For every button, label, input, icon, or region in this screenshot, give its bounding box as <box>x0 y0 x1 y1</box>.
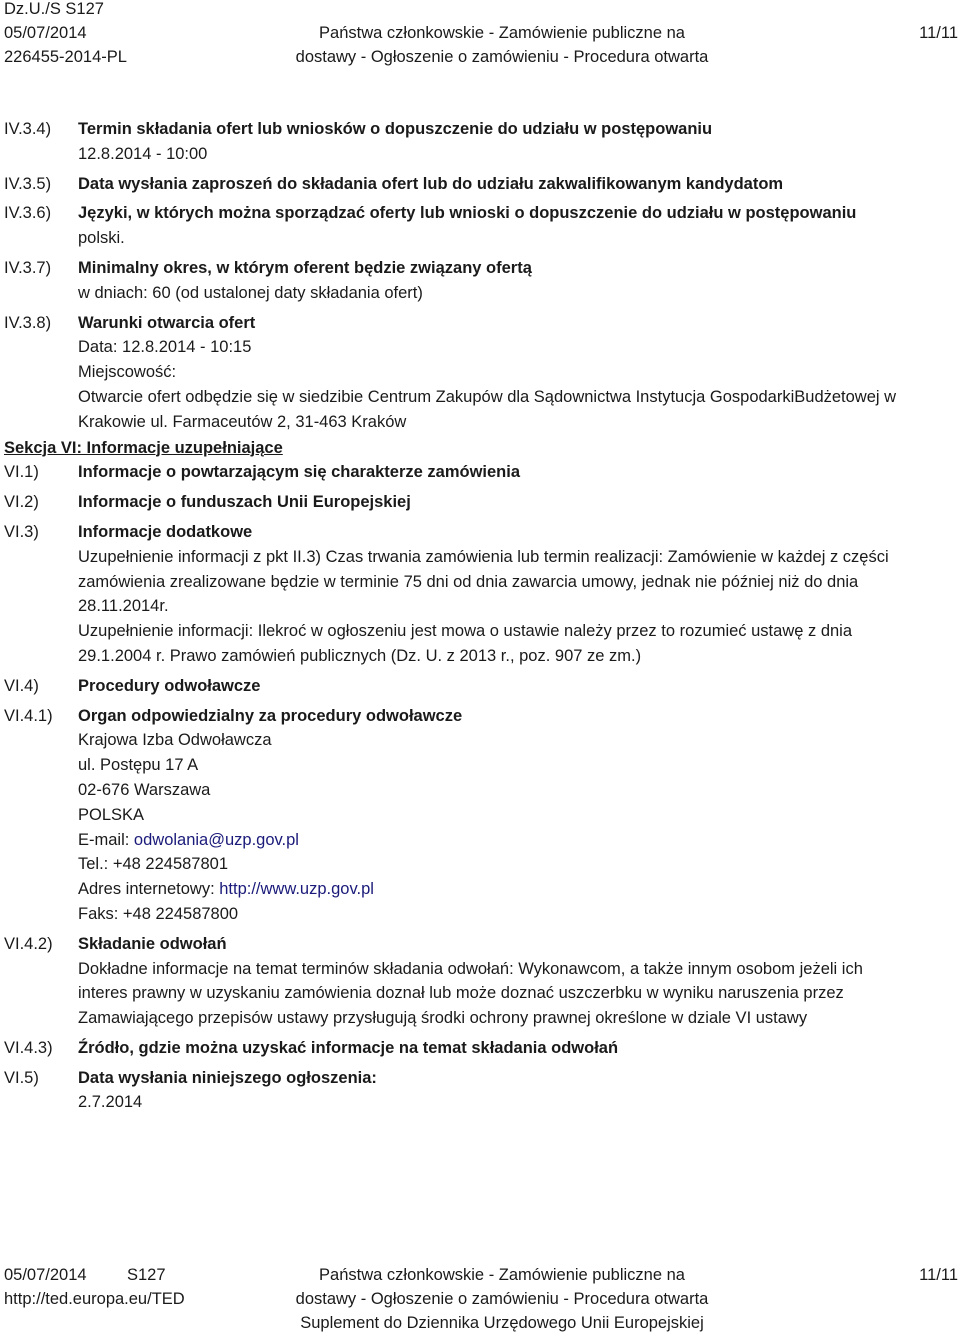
footer-page: 11/11 <box>919 1266 958 1284</box>
web-link[interactable]: http://www.uzp.gov.pl <box>219 880 374 899</box>
section-heading: Minimalny okres, w którym oferent będzie związany ofertą <box>78 258 532 277</box>
section-number: IV.3.6) <box>4 204 52 223</box>
footer-title-line3: Suplement do Dziennika Urzędowego Unii Europejskiej <box>300 1314 704 1332</box>
section-value: 12.8.2014 - 10:00 <box>78 144 208 163</box>
org-street: ul. Postępu 17 A <box>78 756 199 775</box>
section-vi-4-2 <box>4 932 958 1031</box>
additional-info-line: 28.11.2014r. <box>78 597 169 616</box>
section-number: IV.3.5) <box>4 174 52 193</box>
section-heading: Termin składania ofert lub wniosków o dopuszczenie do udziału w postępowaniu <box>78 120 713 138</box>
section-number: VI.2) <box>4 493 39 512</box>
section-heading: Informacje o powtarzającym się charakterze zamówienia <box>78 463 521 482</box>
section-number: IV.3.4) <box>4 120 52 138</box>
opening-place-line1: Otwarcie ofert odbędzie się w siedzibie Centrum Zakupów dla Sądownictwa Instytucja GospodarkiBudżetowej w <box>78 387 897 406</box>
opening-date: Data: 12.8.2014 - 10:15 <box>78 338 252 357</box>
section-vi-4-1 <box>4 704 958 927</box>
header-ref: Dz.U./S S127 <box>4 0 104 18</box>
org-city: 02-676 Warszawa <box>78 780 211 799</box>
section-number: IV.3.7) <box>4 258 52 277</box>
section-value: w dniach: 60 (od ustalonej daty składania ofert) <box>78 283 423 302</box>
section-vi-5 <box>4 1066 958 1116</box>
section-vi-1 <box>4 460 958 485</box>
section-heading: Organ odpowiedzialny za procedury odwoławcze <box>78 706 463 725</box>
section-vi-title: Sekcja VI: Informacje uzupełniające <box>4 438 283 457</box>
section-number: VI.3) <box>4 522 39 541</box>
section-vi-4 <box>4 674 958 699</box>
section-iv-3-8 <box>4 311 958 435</box>
section-value: polski. <box>78 229 125 248</box>
section-heading: Data wysłania niniejszego ogłoszenia: <box>78 1068 377 1087</box>
section-number: VI.1) <box>4 463 39 482</box>
page-header <box>0 0 960 72</box>
header-title-line1: Państwa członkowskie - Zamówienie publiczne na <box>319 24 685 42</box>
header-id: 226455-2014-PL <box>4 48 127 66</box>
section-heading: Data wysłania zaproszeń do składania ofert lub do udziału zakwalifikowanym kandydatom <box>78 174 784 193</box>
footer-title-line2: dostawy - Ogłoszenie o zamówieniu - Procedura otwarta <box>295 1290 709 1308</box>
document-content <box>4 117 958 1115</box>
footer-date: 05/07/2014 <box>4 1266 87 1284</box>
section-iv-3-5 <box>4 172 958 197</box>
section-heading: Informacje dodatkowe <box>78 522 253 541</box>
section-iv-3-7 <box>4 256 958 306</box>
org-fax: Faks: +48 224587800 <box>78 904 239 923</box>
section-number: IV.3.8) <box>4 313 52 332</box>
section-number: VI.4.3) <box>4 1038 53 1057</box>
section-heading: Procedury odwoławcze <box>78 676 261 695</box>
additional-info-line: zamówienia zrealizowane będzie w terminie 75 dni od dnia zawarcia umowy, jednak nie później niż do dnia <box>78 572 859 591</box>
org-web-row <box>78 877 958 902</box>
additional-info-line: Uzupełnienie informacji z pkt II.3) Czas trwania zamówienia lub termin realizacji: Zamówienie w każdej z części <box>78 547 889 566</box>
email-link[interactable]: odwolania@uzp.gov.pl <box>133 830 299 849</box>
section-number: VI.4) <box>4 676 39 695</box>
org-email-row <box>78 828 958 853</box>
org-name: Krajowa Izba Odwoławcza <box>78 731 272 750</box>
opening-place-label: Miejscowość: <box>78 363 177 382</box>
section-heading: Języki, w których można sporządzać oferty lub wnioski o dopuszczenie do udziału w postępowaniu <box>78 204 857 223</box>
section-heading: Źródło, gdzie można uzyskać informacje na temat składania odwołań <box>78 1038 619 1057</box>
section-heading: Składanie odwołań <box>78 934 227 953</box>
header-page: 11/11 <box>919 24 958 42</box>
section-value: 2.7.2014 <box>78 1093 143 1112</box>
section-iv-3-4 <box>4 117 958 167</box>
section-number: VI.4.2) <box>4 934 53 953</box>
web-label: Adres internetowy: <box>78 880 220 899</box>
appeal-info-line: Zamawiającego przepisów ustawy przysługują środki ochrony prawnej określone w dziale VI ustawy <box>78 1009 808 1028</box>
opening-place-line2: Krakowie ul. Farmaceutów 2, 31-463 Kraków <box>78 412 407 431</box>
email-label: E-mail: <box>78 830 134 849</box>
section-number: VI.5) <box>4 1068 39 1087</box>
page-footer <box>0 1262 960 1334</box>
section-iv-3-6 <box>4 201 958 251</box>
org-tel: Tel.: +48 224587801 <box>78 855 229 874</box>
org-country: POLSKA <box>78 805 145 824</box>
section-vi-2 <box>4 490 958 515</box>
section-heading: Informacje o funduszach Unii Europejskiej <box>78 493 411 512</box>
additional-info-line: Uzupełnienie informacji: Ilekroć w ogłoszeniu jest mowa o ustawie należy przez to rozumieć ustawę z dnia <box>78 622 853 641</box>
footer-issue: S127 <box>127 1266 166 1284</box>
header-title-line2: dostawy - Ogłoszenie o zamówieniu - Procedura otwarta <box>295 48 709 66</box>
footer-url: http://ted.europa.eu/TED <box>4 1290 185 1308</box>
appeal-info-line: interes prawny w uzyskaniu zamówienia doznał lub może doznać uszczerbku w wyniku naruszenia przez <box>78 984 844 1003</box>
additional-info-line: 29.1.2004 r. Prawo zamówień publicznych (Dz. U. z 2013 r., poz. 907 ze zm.) <box>78 646 642 665</box>
footer-title-line1: Państwa członkowskie - Zamówienie publiczne na <box>319 1266 685 1284</box>
section-vi-3 <box>4 520 958 669</box>
section-number: VI.4.1) <box>4 706 53 725</box>
section-vi-4-3 <box>4 1036 958 1061</box>
section-heading: Warunki otwarcia ofert <box>78 313 256 332</box>
header-date: 05/07/2014 <box>4 24 87 42</box>
appeal-info-line: Dokładne informacje na temat terminów składania odwołań: Wykonawcom, a także innym osobom jeżeli ich <box>78 959 863 978</box>
